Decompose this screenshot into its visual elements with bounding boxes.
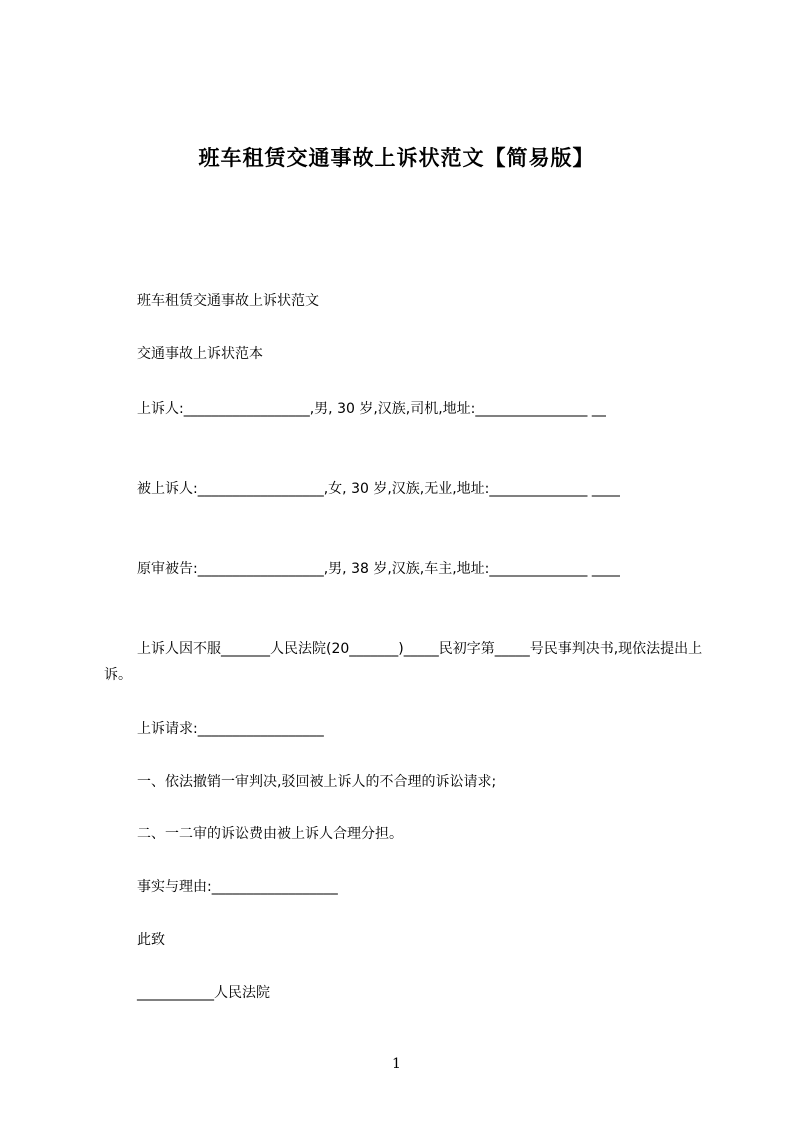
sample-heading: 交通事故上诉状范本 xyxy=(137,346,263,362)
page-title: 班车租赁交通事故上诉状范文【简易版】 xyxy=(198,146,595,170)
request-item-2: 二、一二审的诉讼费由被上诉人合理分担。 xyxy=(137,826,403,842)
appeal-request-line: 上诉请求:__________________ xyxy=(137,721,324,737)
original-defendant-paragraph: 原审被告:__________________,男, 38 岁,汉族,车主,地址:______________ ____ xyxy=(137,561,620,577)
request-item-1: 一、依法撤销一审判决,驳回被上诉人的不合理的诉讼请求; xyxy=(137,774,497,790)
appellee-paragraph: 被上诉人:__________________,女, 30 岁,汉族,无业,地址:______________ ____ xyxy=(137,481,620,497)
facts-reasons-line: 事实与理由:__________________ xyxy=(137,879,338,895)
appeal-statement-paragraph: 上诉人因不服_______人民法院(20_______)_____民初字第_____号民事判决书,现依法提出上诉。 xyxy=(104,641,703,683)
document-subtitle: 班车租赁交通事故上诉状范文 xyxy=(137,293,319,309)
salutation: 此致 xyxy=(137,932,165,948)
appellant-paragraph: 上诉人:__________________,男, 30 岁,汉族,司机,地址:________________ __ xyxy=(137,401,606,417)
page-number: 1 xyxy=(392,1056,401,1072)
court-addressee: ___________人民法院 xyxy=(137,985,270,1001)
